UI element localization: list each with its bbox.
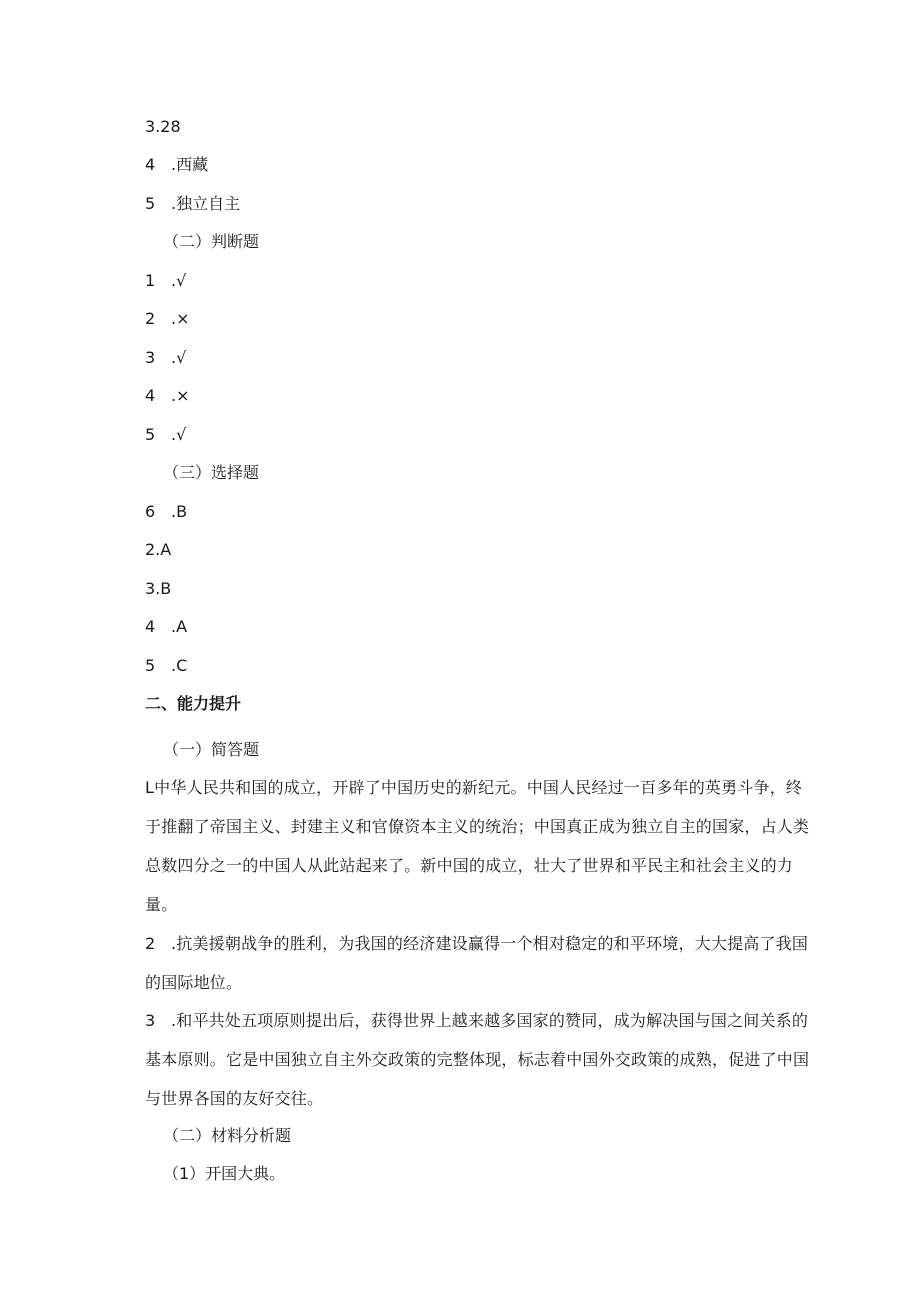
item-number: 3 xyxy=(145,1011,156,1030)
item-number: 4 xyxy=(145,386,156,405)
item-text: .√ xyxy=(171,348,187,367)
judge-item xyxy=(145,271,186,291)
item-text: .× xyxy=(171,309,190,328)
item-number: 2 xyxy=(145,309,156,328)
short-answer-heading: （一）简答题 xyxy=(163,740,260,759)
item-number: 3 xyxy=(145,348,156,367)
item-number: 4 xyxy=(145,617,156,636)
judge-item xyxy=(145,309,190,329)
item-text: .独立自主 xyxy=(171,194,241,213)
item-number: 5 xyxy=(145,656,156,675)
material-heading: （二）材料分析题 xyxy=(163,1126,292,1145)
item-text: .西藏 xyxy=(171,155,209,174)
choice-item xyxy=(145,617,187,637)
item-number: 4 xyxy=(145,155,156,174)
answer-text: .抗美援朝战争的胜利，为我国的经济建设赢得一个相对稳定的和平环境，大大提高了我国的国际地位。 xyxy=(145,934,809,992)
item-number: 2 xyxy=(145,934,156,953)
answer-paragraph-1 xyxy=(145,768,813,924)
answer-paragraph-2 xyxy=(145,924,813,1002)
item-text: .A xyxy=(171,617,188,636)
judge-heading: （二）判断题 xyxy=(163,232,260,251)
choice-item xyxy=(145,656,187,676)
answer-text: L中华人民共和国的成立，开辟了中国历史的新纪元。中国人民经过一百多年的英勇斗争，终于推翻了帝国主义、封建主义和官僚资本主义的统治；中国真正成为独立自主的国家，占人类总数四分之一的中国人从此站起来了。新中国的成立，壮大了世界和平民主和社会主义的力量。 xyxy=(145,778,810,914)
judge-item xyxy=(145,348,186,368)
item-text: .√ xyxy=(171,425,187,444)
item-number: 6 xyxy=(145,502,156,521)
choice-item xyxy=(145,502,187,522)
choice-item: 3.B xyxy=(145,579,172,598)
item-number: 5 xyxy=(145,194,156,213)
item-number: 5 xyxy=(145,425,156,444)
item-text: .C xyxy=(171,656,188,675)
material-item: （1）开国大典。 xyxy=(163,1164,286,1183)
item-text: .√ xyxy=(171,271,187,290)
judge-item xyxy=(145,425,186,445)
answer-paragraph-3 xyxy=(145,1001,813,1118)
judge-item xyxy=(145,386,190,406)
choice-heading: （三）选择题 xyxy=(163,463,260,482)
item-text: .B xyxy=(171,502,188,521)
item-number: 1 xyxy=(145,271,156,290)
item-text: .× xyxy=(171,386,190,405)
fill-in-item-4 xyxy=(145,155,208,175)
fill-in-item-5 xyxy=(145,194,240,214)
choice-item: 2.A xyxy=(145,540,172,559)
section-title: 二、能力提升 xyxy=(145,694,242,713)
fill-in-item-3: 3.28 xyxy=(145,117,181,136)
answer-text: .和平共处五项原则提出后，获得世界上越来越多国家的赞同，成为解决国与国之间关系的基本原则。它是中国独立自主外交政策的完整体现，标志着中国外交政策的成熟，促进了中国与世界各国的友好交往。 xyxy=(145,1011,810,1108)
